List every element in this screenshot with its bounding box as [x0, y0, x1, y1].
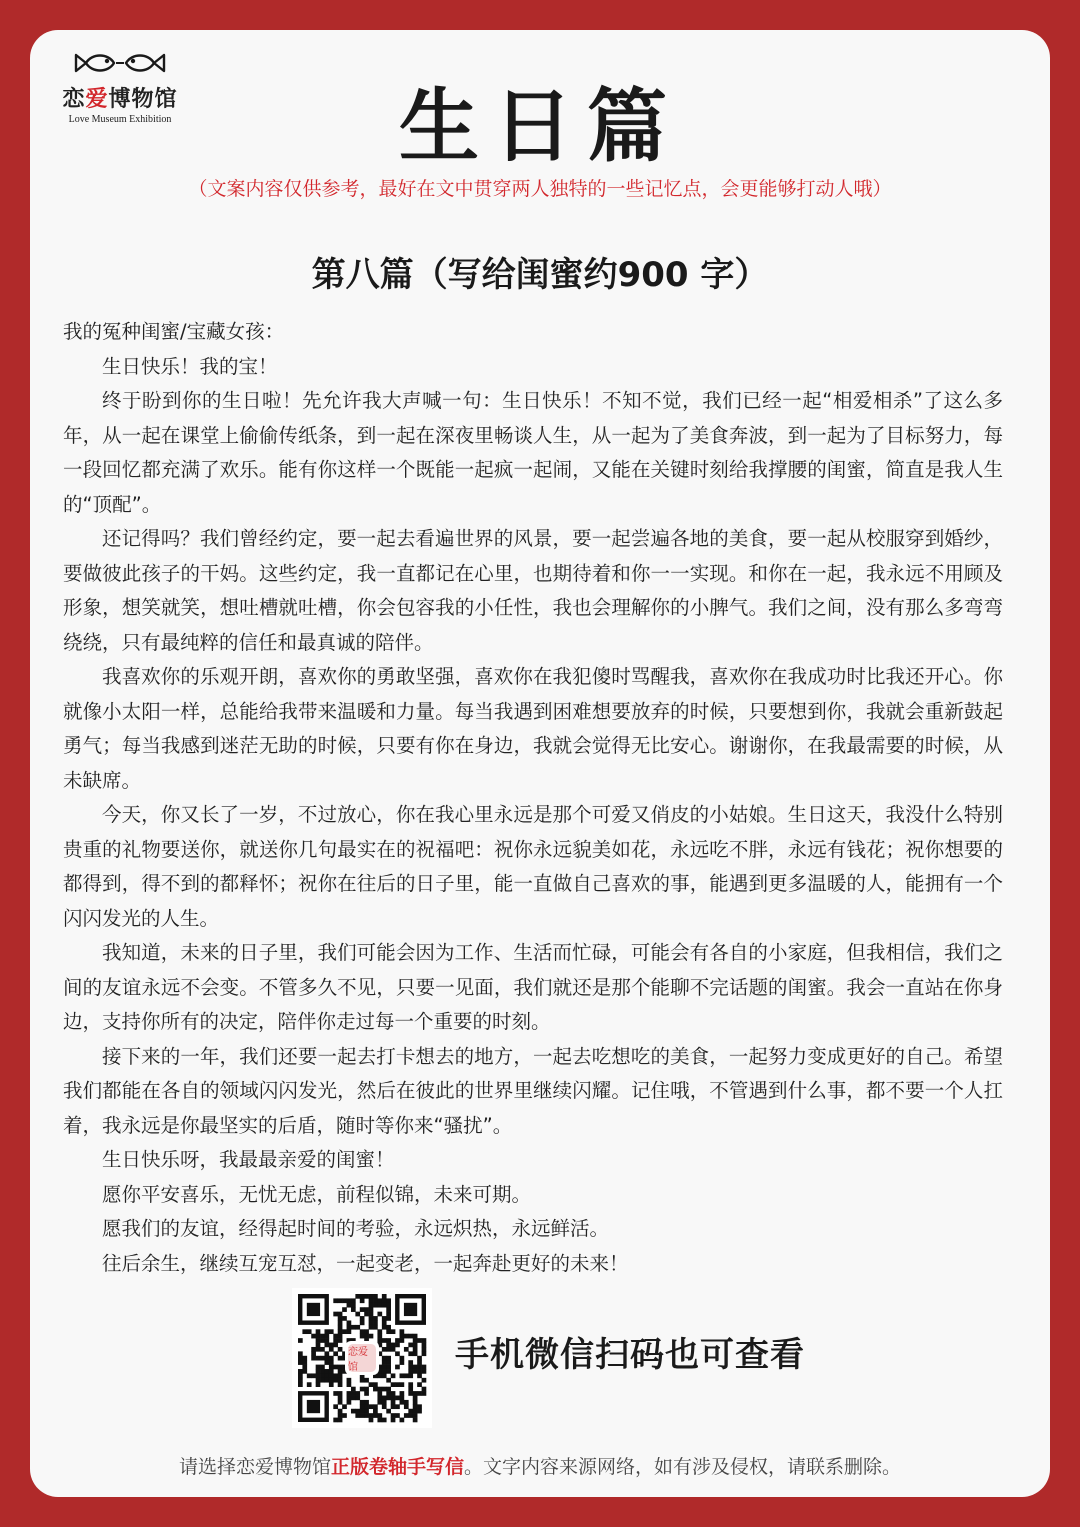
- qr-center-label: 恋爱馆: [348, 1344, 376, 1372]
- qr-caption: 手机微信扫码也可查看: [455, 1335, 805, 1375]
- article-heading: 第八篇（写给闺蜜约900 字）: [311, 255, 769, 295]
- letter-salutation: 我的冤种闺蜜/宝藏女孩：: [63, 320, 285, 343]
- page-subtitle: （文案内容仅供参考，最好在文中贯穿两人独特的一些记忆点，会更能够打动人哦）: [188, 178, 892, 200]
- fish-logo-icon: [72, 50, 168, 76]
- letter-paragraph: 我知道，未来的日子里，我们可能会因为工作、生活而忙碌，可能会有各自的小家庭，但我相信，我们之间的友谊永远不会变。不管多久不见，只要一见面，我们就还是那个能聊不完话题的闺蜜。我会一直站在你身边，支持你所有的决定，陪伴你走过每一个重要的时刻。: [63, 941, 1003, 1033]
- wechat-qr-code[interactable]: [292, 1288, 432, 1428]
- brand-name-en: Love Museum Exhibition: [68, 114, 172, 125]
- letter-paragraph: 今天，你又长了一岁，不过放心，你在我心里永远是那个可爱又俏皮的小姑娘。生日这天，我没什么特别贵重的礼物要送你，就送你几句最实在的祝福吧：祝你永远貌美如花，永远吃不胖，永远有钱花；祝你想要的都得到，得不到的都释怀；祝你在往后的日子里，能一直做自己喜欢的事，能遇到更多温暖的人，能拥有一个闪闪发光的人生。: [63, 803, 1003, 930]
- footer-highlight: 正版卷轴手写信: [330, 1456, 464, 1478]
- poster-card: [30, 30, 1050, 1497]
- letter-paragraph: 生日快乐！我的宝！: [102, 354, 278, 378]
- letter-paragraph: 接下来的一年，我们还要一起去打卡想去的地方，一起去吃想吃的美食，一起努力变成更好的自己。希望我们都能在各自的领域闪闪发光，然后在彼此的世界里继续闪耀。记住哦，不管遇到什么事，都不要一个人扛着，我永远是你最坚实的后盾，随时等你来“骚扰”。: [63, 1044, 1003, 1137]
- brand-name: 恋爱博物馆: [62, 86, 178, 112]
- letter-body: [63, 315, 1003, 1281]
- letter-paragraph: 愿我们的友谊，经得起时间的考验，永远炽热，永远鲜活。: [102, 1217, 610, 1240]
- letter-paragraph: 终于盼到你的生日啦！先允许我大声喊一句：生日快乐！不知不觉，我们已经一起“相爱相杀”了这么多年，从一起在课堂上偷偷传纸条，到一起在深夜里畅谈人生，从一起为了美食奔波，到一起为了目标努力，每一段回忆都充满了欢乐。能有你这样一个既能一起疯一起闹，又能在关键时刻给我撑腰的闺蜜，简直是我人生的“顶配”。: [63, 389, 1003, 516]
- letter-paragraph: 还记得吗？我们曾经约定，要一起去看遍世界的风景，要一起尝遍各地的美食，要一起从校服穿到婚纱，要做彼此孩子的干妈。这些约定，我一直都记在心里，也期待着和你一一实现。和你在一起，我永远不用顾及形象，想笑就笑，想吐槽就吐槽，你会包容我的小任性，我也会理解你的小脾气。我们之间，没有那么多弯弯绕绕，只有最纯粹的信任和最真诚的陪伴。: [63, 527, 1003, 654]
- page-title: 生日篇: [399, 79, 681, 173]
- letter-paragraph: 生日快乐呀，我最最亲爱的闺蜜！: [102, 1148, 395, 1171]
- letter-paragraph: 往后余生，继续互宠互怼，一起变老，一起奔赴更好的未来！: [102, 1251, 629, 1275]
- brand-name-heart: 爱: [85, 86, 109, 112]
- footer-notice: 请选择恋爱博物馆正版卷轴手写信。文字内容来源网络，如有涉及侵权，请联系删除。: [178, 1456, 902, 1478]
- letter-paragraph: 我喜欢你的乐观开朗，喜欢你的勇敢坚强，喜欢你在我犯傻时骂醒我，喜欢你在我成功时比我还开心。你就像小太阳一样，总能给我带来温暖和力量。每当我遇到困难想要放弃的时候，只要想到你，我就会重新鼓起勇气；每当我感到迷茫无助的时候，只要有你在身边，我就会觉得无比安心。谢谢你，在我最需要的时候，从未缺席。: [63, 665, 1003, 792]
- qr-center-logo: [345, 1341, 379, 1375]
- letter-paragraph: 愿你平安喜乐，无忧无虑，前程似锦，未来可期。: [102, 1182, 532, 1206]
